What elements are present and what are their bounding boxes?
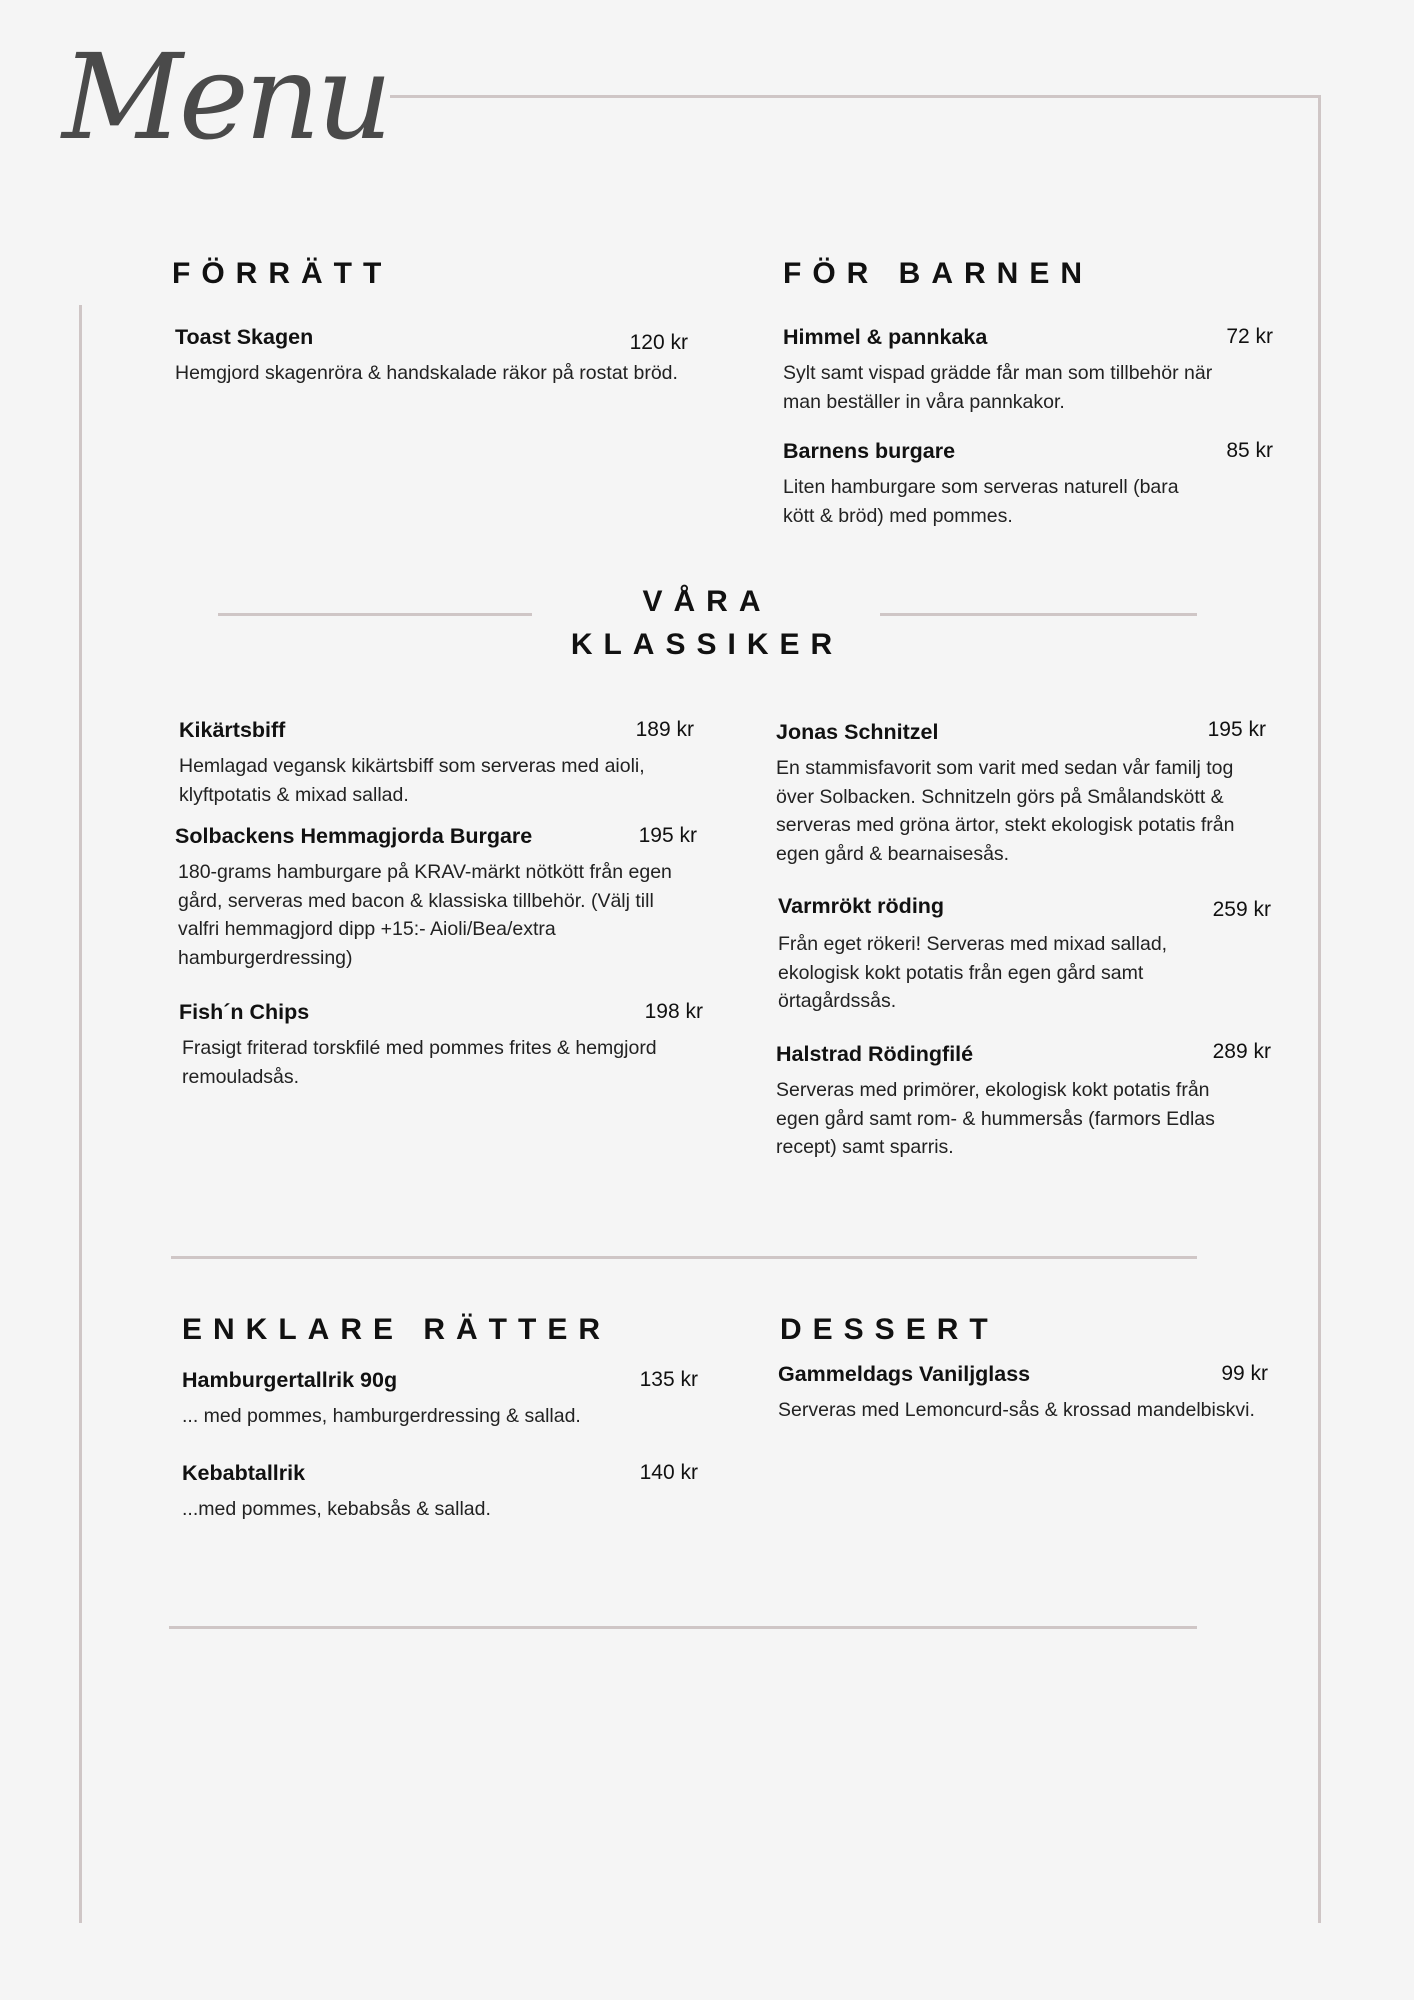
item-price: 120 kr <box>629 331 688 354</box>
item-description: Hemgjord skagenröra & handskalade räkor på rostat bröd. <box>175 362 678 384</box>
section-title-line-2: KLASSIKER <box>570 628 844 661</box>
menu-item-kikartsbiff <box>179 718 694 808</box>
menu-item-kebabtallrik <box>182 1461 698 1531</box>
item-description: En stammisfavorit som varit med sedan vår familj tog över Solbacken. Schnitzeln görs på Smålandskött & serveras med gröna ärtor, stekt ekologisk potatis från egen gård & bearnaisesås. <box>776 757 1235 865</box>
section-title-vara-klassiker <box>540 580 874 666</box>
menu-item-fish-n-chips <box>179 1000 703 1095</box>
menu-item-toast-skagen <box>175 325 703 395</box>
item-description: ... med pommes, hamburgerdressing & sallad. <box>182 1405 581 1427</box>
section-title-forratt: FÖRRÄTT <box>172 257 393 290</box>
menu-item-himmel-pannkaka <box>783 325 1271 420</box>
item-price: 140 kr <box>639 1461 698 1484</box>
frame-top-line <box>390 95 1320 98</box>
item-price: 289 kr <box>1212 1040 1271 1063</box>
item-description: Från eget rökeri! Serveras med mixad sallad, ekologisk kokt potatis från egen gård samt örtagårdssås. <box>778 933 1168 1012</box>
item-name: Solbackens Hemmagjorda Burgare <box>175 824 533 848</box>
item-description: 180-grams hamburgare på KRAV-märkt nötkött från egen gård, serveras med bacon & klassiska tillbehör. (Välj till valfri hemmagjord dipp +15:- Aioli/Bea/extra hamburgerdressing) <box>178 861 672 969</box>
item-description: Serveras med Lemoncurd-sås & krossad mandelbiskvi. <box>778 1399 1255 1421</box>
item-name: Halstrad Rödingfilé <box>776 1042 974 1066</box>
item-description: Hemlagad vegansk kikärtsbiff som serveras med aioli, klyftpotatis & mixad sallad. <box>179 755 645 806</box>
item-name: Kikärtsbiff <box>179 718 286 742</box>
section-title-dessert: DESSERT <box>780 1313 999 1346</box>
menu-item-solbackens-burgare <box>175 824 697 974</box>
menu-item-jonas-schnitzel <box>776 720 1266 870</box>
item-description: Liten hamburgare som serveras naturell (bara kött & bröd) med pommes. <box>783 476 1179 527</box>
menu-item-halstrad-rodingfile <box>776 1042 1271 1162</box>
section-title-enklare-ratter: ENKLARE RÄTTER <box>182 1313 611 1346</box>
item-description: Frasigt friterad torskfilé med pommes frites & hemgjord remouladsås. <box>182 1037 657 1088</box>
page-title: Menu <box>62 28 389 166</box>
item-name: Hamburgertallrik 90g <box>182 1368 398 1392</box>
item-name: Varmrökt röding <box>778 894 945 918</box>
item-description: ...med pommes, kebabsås & sallad. <box>182 1498 491 1520</box>
item-price: 195 kr <box>638 824 697 847</box>
item-description: Sylt samt vispad grädde får man som tillbehör när man beställer in våra pannkakor. <box>783 362 1213 413</box>
item-price: 135 kr <box>639 1368 698 1391</box>
item-name: Fish´n Chips <box>179 1000 310 1024</box>
item-name: Toast Skagen <box>175 325 314 349</box>
item-price: 85 kr <box>1226 439 1273 462</box>
item-price: 189 kr <box>635 718 694 741</box>
menu-item-hamburgertallrik <box>182 1368 698 1438</box>
frame-right-line <box>1318 95 1321 1923</box>
item-name: Barnens burgare <box>783 439 956 463</box>
item-price: 99 kr <box>1221 1362 1268 1385</box>
klassiker-divider-right <box>880 613 1197 616</box>
klassiker-divider-left <box>218 613 532 616</box>
item-description: Serveras med primörer, ekologisk kokt potatis från egen gård samt rom- & hummersås (farmors Edlas recept) samt sparris. <box>776 1079 1215 1158</box>
item-name: Jonas Schnitzel <box>776 720 939 744</box>
menu-item-barnens-burgare <box>783 439 1271 534</box>
item-name: Kebabtallrik <box>182 1461 306 1485</box>
item-price: 259 kr <box>1212 898 1271 921</box>
frame-left-line <box>79 305 82 1923</box>
item-name: Gammeldags Vaniljglass <box>778 1362 1031 1386</box>
item-price: 72 kr <box>1226 325 1273 348</box>
section-title-line-1: VÅRA <box>642 585 772 618</box>
section-divider-middle <box>171 1256 1197 1259</box>
item-price: 198 kr <box>644 1000 703 1023</box>
menu-item-varmrokt-roding <box>778 894 1271 1014</box>
item-name: Himmel & pannkaka <box>783 325 988 349</box>
section-divider-bottom <box>169 1626 1197 1629</box>
section-title-for-barnen: FÖR BARNEN <box>783 257 1093 290</box>
menu-item-gammeldags-vaniljglass <box>778 1362 1280 1432</box>
item-price: 195 kr <box>1207 718 1266 741</box>
